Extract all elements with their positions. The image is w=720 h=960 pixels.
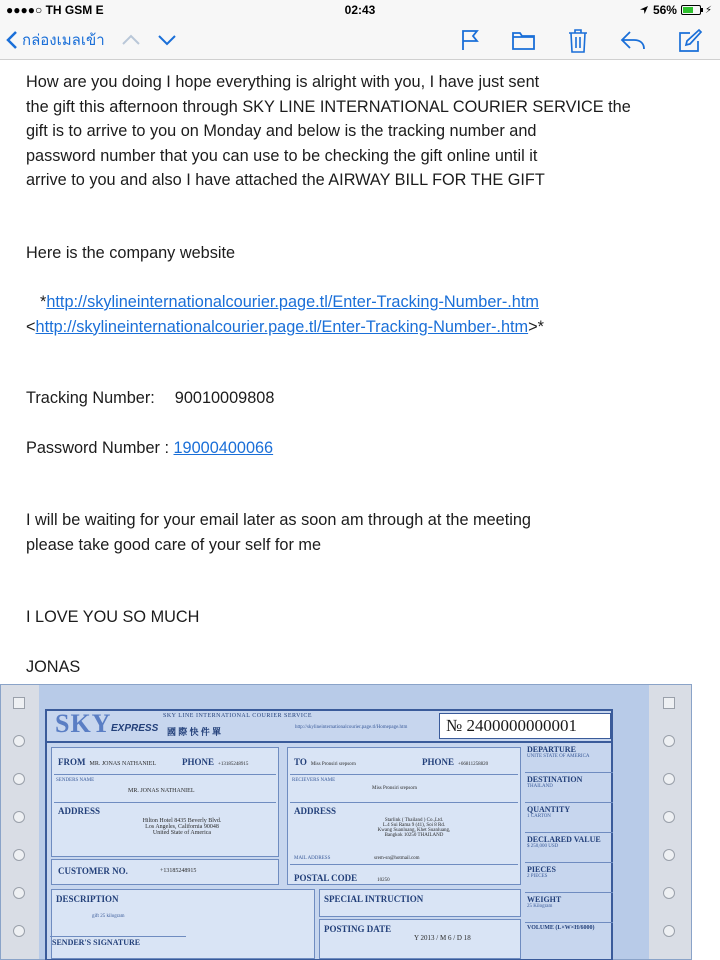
body-line: How are you doing I hope everything is alright with you, I have just sent [26, 73, 540, 91]
airway-bill-number: № 2400000000001 [439, 713, 611, 739]
signature: JONAS [26, 657, 81, 676]
tractor-strip-right [649, 685, 691, 959]
love-line: I LOVE YOU SO MUCH [26, 608, 200, 626]
clock: 02:43 [344, 3, 376, 17]
body-line: gift is to arrive to you on Monday and below is the tracking number and [26, 122, 537, 140]
folder-icon[interactable] [511, 28, 537, 52]
express-logo: EXPRESS [111, 723, 159, 734]
location-arrow-icon [639, 5, 649, 15]
tracking-website-link-2[interactable]: http://skylineinternationalcourier.page.tl/Enter-Tracking-Number-.htm [35, 317, 529, 336]
body-line: arrive to you and also I have attached the AIRWAY BILL FOR THE GIFT [26, 171, 545, 189]
airway-bill-form [45, 709, 613, 960]
to-section: TO Miss Pronsiri srepsorn PHONE +66811258820 RECIEVERS NAME Miss Pronsiri srepsorn ADDRESS Starlink ( Thailand ) Co.,Ltd. L.4 Sui Rama 9 (41), Soi 8 Rd. Kwang Suanluang, Khet Suanluang, Bangkok 10250 THAILAND MAIL ADDRESS srem-sn@hotmail.com POSTAL CODE 10250 [287, 747, 521, 885]
closing-line: please take good care of your self for me [26, 535, 322, 554]
airway-bill-header: SKY EXPRESS 國 際 快 件 單 SKY LINE INTERNATIONAL COURIER SERVICE http://skylineinternationalcourier.page.tl/Homepage.htm № 2400000000001 [47, 711, 613, 743]
back-label: กล่องเมลเข้า [22, 32, 105, 49]
chevron-left-icon [6, 30, 18, 50]
description-section: DESCRIPTION gift 25 kilogram SENDER'S SIGNATURE [51, 889, 315, 959]
compose-icon[interactable] [677, 28, 703, 54]
battery-indicator: 56% ⚡ [639, 3, 712, 17]
next-message-icon[interactable] [156, 29, 178, 51]
closing-line: I will be waiting for your email later as soon am through at the meeting [26, 511, 531, 529]
tracking-number-line: Tracking Number: 90010009808 [26, 389, 275, 407]
from-section: FROM MR. JONAS NATHANIEL PHONE +13185248915 SENDERS NAME MR. JONAS NATHANIEL ADDRESS Hilton Hotel 8435 Beverly Blvd. Los Angeles, California 90048 United State of America [51, 747, 279, 857]
tracking-number-value: 90010009808 [174, 389, 275, 407]
body-line: password number that you can use to be checking the gift online until it [26, 146, 538, 165]
link-line-1: *http://skylineinternationalcourier.page.tl/Enter-Tracking-Number-.htm [40, 293, 539, 311]
special-instruction-section: SPECIAL INTRUCTION [319, 889, 521, 917]
tractor-strip-left [1, 685, 39, 959]
password-number-line: Password Number : 19000400066 [26, 438, 274, 457]
tracking-website-link[interactable]: http://skylineinternationalcourier.page.tl/Enter-Tracking-Number-.htm [46, 293, 539, 311]
flag-icon[interactable] [458, 28, 482, 52]
previous-message-icon[interactable] [120, 29, 142, 51]
sky-logo: SKY [55, 709, 112, 738]
link-line-2: <http://skylineinternationalcourier.page.tl/Enter-Tracking-Number-.htm>* [26, 317, 544, 336]
website-intro: Here is the company website [26, 243, 236, 262]
status-bar [0, 0, 720, 22]
email-body [26, 70, 696, 679]
airway-bill-attachment[interactable] [0, 684, 692, 960]
customer-no-section: CUSTOMER NO. +13185248915 [51, 859, 279, 885]
posting-date-section: POSTING DATE Y 2013 / M 6 / D 18 [319, 919, 521, 959]
body-line: the gift this afternoon through SKY LINE INTERNATIONAL COURIER SERVICE the [26, 97, 631, 116]
battery-icon [681, 5, 701, 15]
mail-toolbar [0, 22, 720, 60]
carrier-signal: ●●●●○ TH GSM E [6, 3, 104, 17]
reply-icon[interactable] [619, 28, 647, 52]
password-number-link[interactable]: 19000400066 [173, 438, 274, 457]
trash-icon[interactable] [566, 28, 590, 54]
shipment-details-column: DEPARTURE UNITE STATE OF AMERICA DESTINATION THAILAND QUANTITY 1 CARTON DECLARED VALUE $ 250,000 USD PIECES 2 PIECES WEIGHT 25 Kilogram VOLUME (L×W×H/6000) [525, 743, 613, 953]
courier-company-name: SKY LINE INTERNATIONAL COURIER SERVICE [163, 713, 313, 719]
back-to-inbox-button[interactable] [6, 28, 105, 52]
